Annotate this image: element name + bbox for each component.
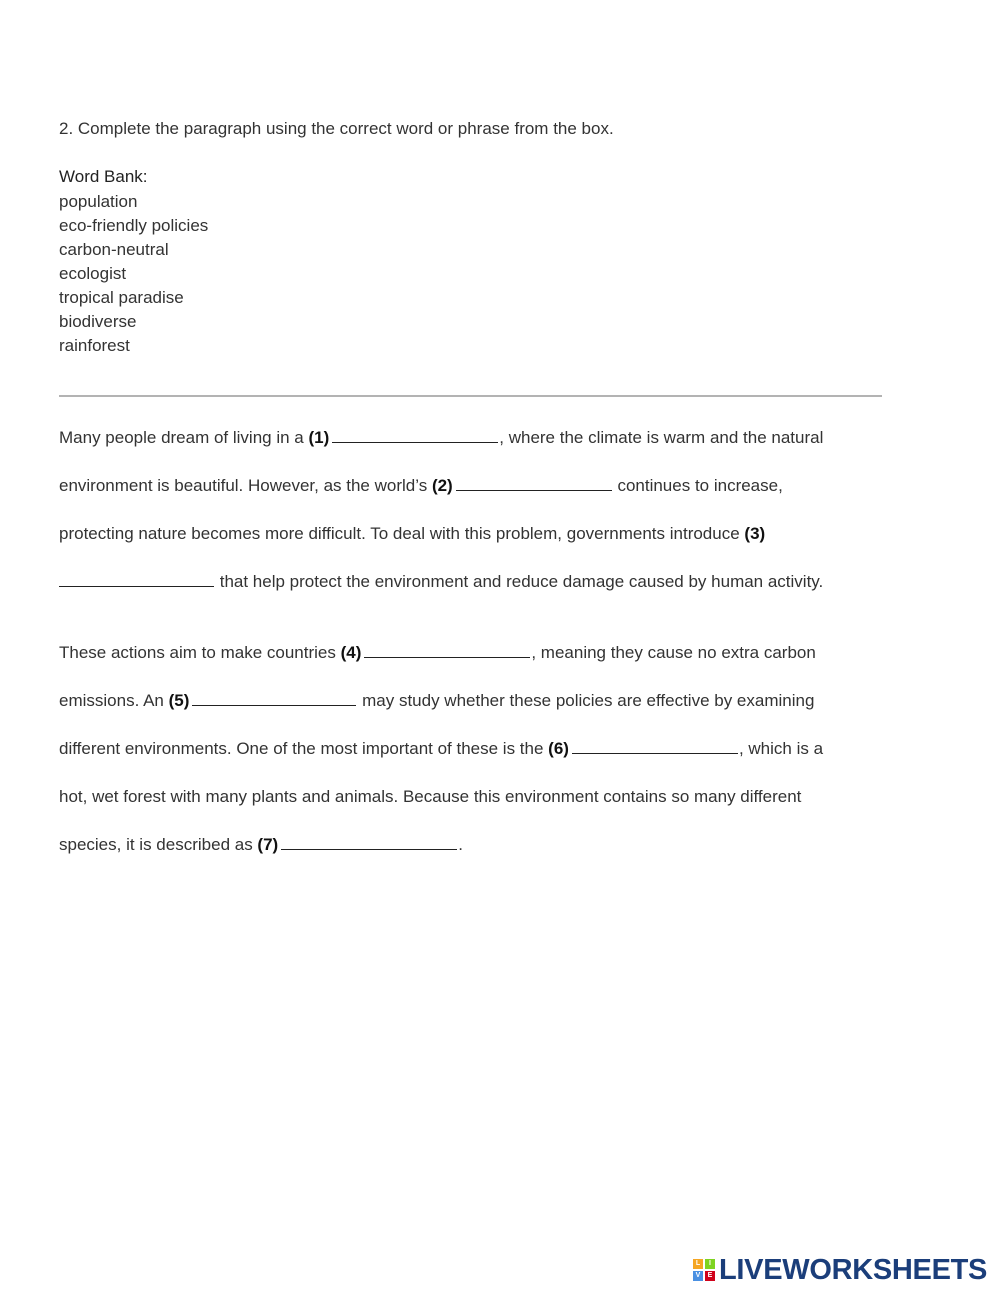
text-segment: environment is beautiful. However, as the world’s <box>59 476 432 495</box>
blank-number: (3) <box>744 524 766 543</box>
blank-5-input[interactable] <box>192 691 356 706</box>
paragraph-line <box>59 425 823 473</box>
blank-4-input[interactable] <box>364 643 530 658</box>
blank-1-input[interactable] <box>332 428 498 443</box>
paragraph-line <box>59 784 823 832</box>
paragraph-line <box>59 736 823 784</box>
blank-number: (2) <box>431 476 453 495</box>
text-segment: emissions. An <box>59 691 169 710</box>
blank-3-input[interactable] <box>59 572 214 587</box>
text-segment: species, it is described as <box>59 835 258 854</box>
word-bank-item: carbon-neutral <box>59 240 169 259</box>
blank-number: (1) <box>308 428 330 447</box>
logo-text: LIVEWORKSHEETS <box>719 1253 988 1286</box>
blank-number: (6) <box>548 739 569 758</box>
blank-number: (5) <box>168 691 190 710</box>
word-bank-item: tropical paradise <box>59 288 184 307</box>
blank-2-input[interactable] <box>456 476 612 491</box>
word-bank-item: population <box>59 192 138 211</box>
logo-letter-l: L <box>693 1259 703 1269</box>
liveworksheets-logo-icon <box>693 1259 715 1281</box>
paragraph-2 <box>59 640 823 880</box>
word-bank-item: biodiverse <box>59 312 137 331</box>
paragraph-line <box>59 569 823 617</box>
text-segment: Many people dream of living in a <box>59 428 309 447</box>
text-segment: that help protect the environment and reduce damage caused by human activity. <box>215 572 824 591</box>
blank-number: (4) <box>340 643 362 662</box>
text-segment: These actions aim to make countries <box>59 643 341 662</box>
text-segment: , where the climate is warm and the natural <box>499 428 824 447</box>
instruction-text: 2. Complete the paragraph using the correct word or phrase from the box. <box>59 119 614 138</box>
blank-7-input[interactable] <box>281 835 457 850</box>
text-segment: protecting nature becomes more difficult. To deal with this problem, governments introduce <box>59 524 745 543</box>
paragraph-line <box>59 832 823 880</box>
word-bank-item: ecologist <box>59 264 127 283</box>
logo-letter-e: E <box>705 1271 715 1281</box>
word-bank-list <box>59 190 208 358</box>
blank-6-input[interactable] <box>572 739 738 754</box>
text-segment: . <box>458 835 463 854</box>
blank-number: (7) <box>257 835 279 854</box>
text-segment: , meaning they cause no extra carbon <box>531 643 816 662</box>
text-segment: different environments. One of the most important of these is the <box>59 739 549 758</box>
word-bank-item: eco-friendly policies <box>59 216 209 235</box>
paragraph-line <box>59 473 823 521</box>
text-segment: , which is a <box>738 739 824 758</box>
paragraph-line <box>59 688 823 736</box>
paragraph-line <box>59 521 823 569</box>
text-segment: continues to increase, <box>612 476 783 495</box>
text-segment: may study whether these policies are effective by examining <box>357 691 815 710</box>
text-segment: hot, wet forest with many plants and animals. Because this environment contains so many different <box>59 787 802 806</box>
liveworksheets-logo[interactable] <box>693 1253 987 1287</box>
paragraph-1 <box>59 425 823 617</box>
paragraph-line <box>59 640 823 688</box>
section-divider <box>59 395 882 397</box>
logo-letter-v: V <box>693 1271 703 1281</box>
word-bank-item: rainforest <box>59 336 130 355</box>
logo-letter-i: I <box>705 1259 715 1269</box>
word-bank-title: Word Bank: <box>59 167 148 186</box>
